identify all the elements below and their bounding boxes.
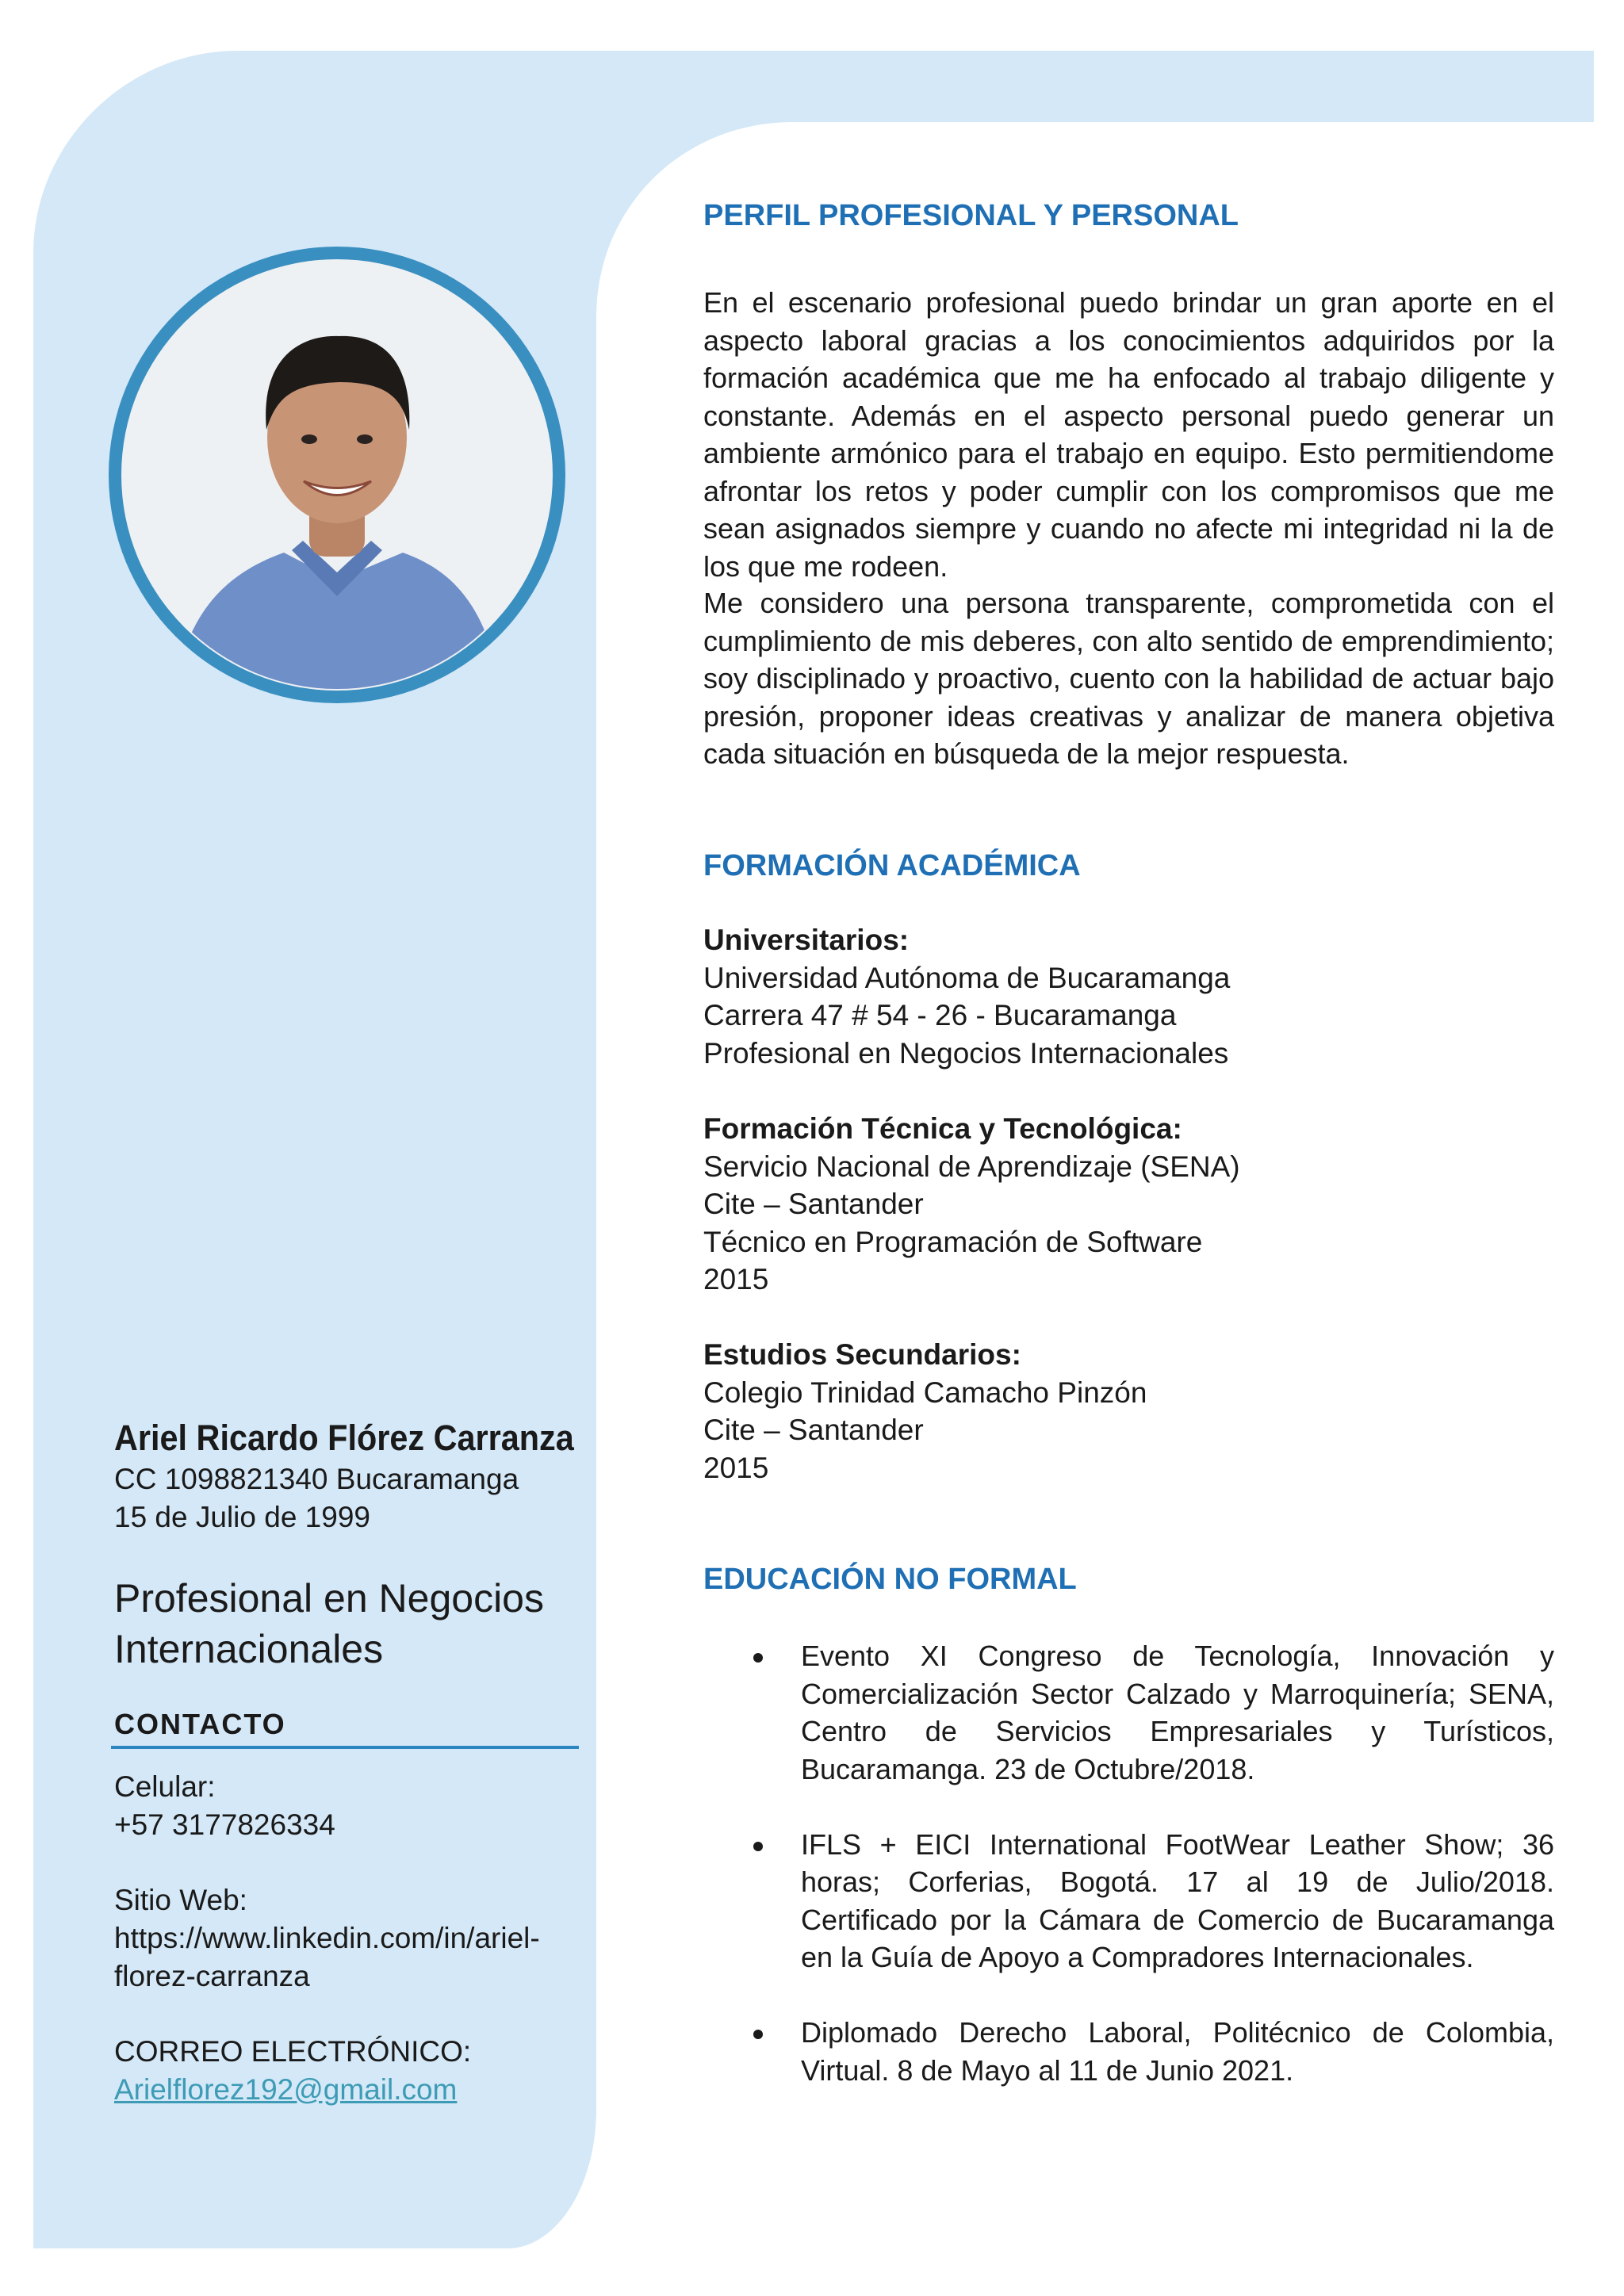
universitarios-line: Universidad Autónoma de Bucaramanga [703,961,1231,994]
profile-name: Ariel Ricardo Flórez Carranza [114,1418,574,1458]
bullet-icon [753,1842,763,1851]
formacion-secundarios [703,1336,1554,1487]
secundarios-line: 2015 [703,1451,769,1484]
perfil-paragraph-1: En el escenario profesional puedo brindar un gran aporte en el aspecto laboral gracias a los conocimientos adquiridos por la formación académica que me ha enfocado al trabajo diligente y constante. Además en el aspecto personal puedo generar un ambiente armónico para el trabajo en equipo. Esto permitiendome afrontar los retos y poder cumplir con los compromisos que me sean asignados siempre y cuando no afecte mi integridad ni la de los que me rodeen. [703,286,1554,583]
universitarios-line: Profesional en Negocios Internacionales [703,1036,1229,1070]
profile-profession: Profesional en Negocios Internacionales [114,1576,544,1671]
bullet-icon [753,1653,763,1663]
perfil-section-title: PERFIL PROFESIONAL Y PERSONAL [703,199,1239,232]
formacion-tecnica [703,1110,1554,1299]
universitarios-line: Carrera 47 # 54 - 26 - Bucaramanga [703,999,1177,1031]
formacion-section-title: FORMACIÓN ACADÉMICA [703,849,1081,882]
contact-divider [111,1746,579,1749]
educacion-list [703,1637,1554,2127]
tecnica-heading: Formación Técnica y Tecnológica: [703,1112,1182,1145]
list-item [703,1637,1554,1788]
formacion-universitarios [703,921,1554,1072]
phone-label: Celular: [114,1770,216,1803]
phone-value: +57 3177826334 [114,1808,335,1841]
bullet-icon [753,2030,763,2039]
email-label: CORREO ELECTRÓNICO: [114,2035,472,2068]
secundarios-line: Colegio Trinidad Camacho Pinzón [703,1376,1147,1409]
tecnica-line: 2015 [703,1263,769,1295]
list-item [703,2014,1554,2089]
tecnica-line: Servicio Nacional de Aprendizaje (SENA) [703,1150,1240,1183]
list-item-text: Evento XI Congreso de Tecnología, Innovación y Comercialización Sector Calzado y Marroquinería; SENA, Centro de Servicios Empresariales y Turísticos, Bucaramanga. 23 de Octubre/2018. [801,1640,1554,1785]
secundarios-heading: Estudios Secundarios: [703,1338,1021,1371]
tecnica-line: Técnico en Programación de Software [703,1225,1203,1258]
web-label: Sitio Web: [114,1884,247,1916]
tecnica-line: Cite – Santander [703,1188,924,1220]
list-item-text: IFLS + EICI International FootWear Leather Show; 36 horas; Corferias, Bogotá. 17 al 19 de Julio/2018. Certificado por la Cámara de Comercio de Bucaramanga en la Guía de Apoyo a Compradores Internacionales. [801,1827,1554,1973]
list-item [703,1826,1554,1976]
contact-heading: CONTACTO [114,1708,286,1740]
universitarios-heading: Universitarios: [703,924,910,956]
profile-photo [102,239,573,710]
list-item-text: Diplomado Derecho Laboral, Politécnico de Colombia, Virtual. 8 de Mayo al 11 de Junio 2021. [801,2016,1554,2087]
profile-birth-date: 15 de Julio de 1999 [114,1501,370,1533]
educacion-section-title: EDUCACIÓN NO FORMAL [703,1563,1077,1596]
perfil-paragraph-2: Me considero una persona transparente, comprometida con el cumplimiento de mis deberes, con alto sentido de emprendimiento; soy disciplinado y proactivo, cuento con la habilidad de actuar bajo presión, proponer ideas creativas y analizar de manera objetiva cada situación en búsqueda de la mejor respuesta. [703,587,1554,770]
web-link-line2[interactable]: florez-carranza [114,1960,310,1992]
secundarios-line: Cite – Santander [703,1414,924,1446]
web-link-line1[interactable]: https://www.linkedin.com/in/ariel- [114,1922,540,1954]
email-link[interactable]: Arielflorez192@gmail.com [114,2073,458,2106]
profile-id-line: CC 1098821340 Bucaramanga [114,1463,519,1495]
